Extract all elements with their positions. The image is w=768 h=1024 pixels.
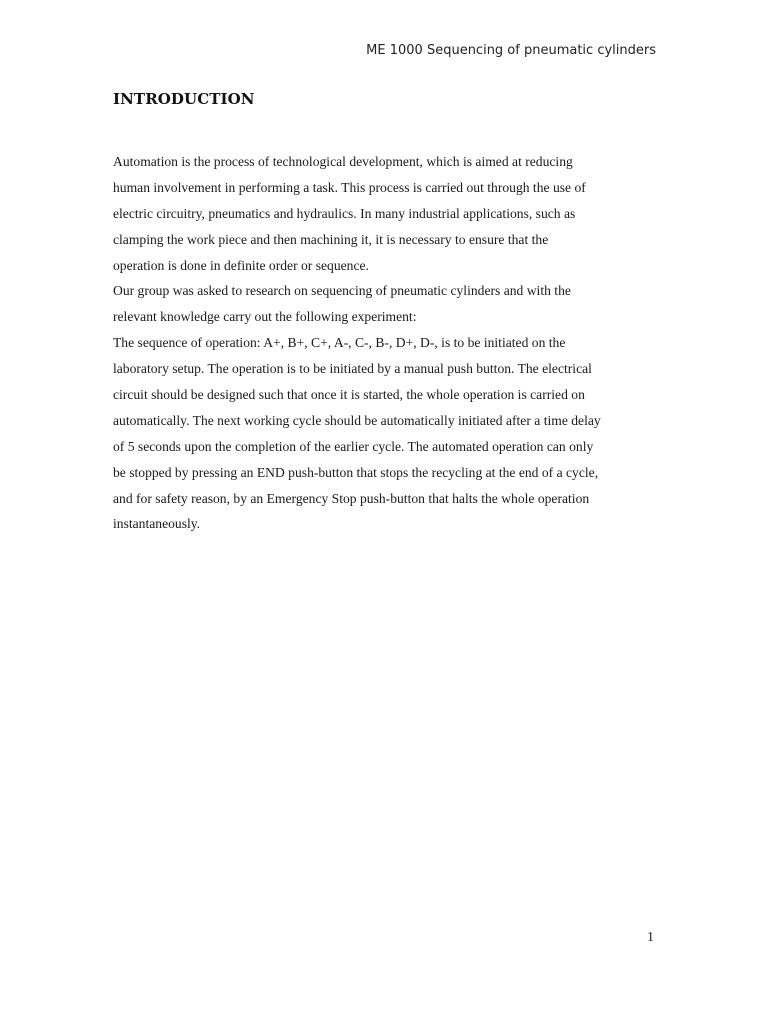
text-line: relevant knowledge carry out the following experiment: bbox=[113, 309, 417, 325]
text-line: operation is done in definite order or sequence. bbox=[113, 257, 369, 273]
text-line: automatically. The next working cycle should be automatically initiated after a time delay bbox=[113, 412, 601, 428]
page-number: 1 bbox=[647, 930, 654, 945]
text-line: be stopped by pressing an END push-button that stops the recycling at the end of a cycle, bbox=[113, 464, 599, 480]
text-line: human involvement in performing a task. This process is carried out through the use of bbox=[113, 179, 586, 195]
text-line: circuit should be designed such that once it is started, the whole operation is carried on bbox=[113, 387, 585, 403]
text-line: electric circuitry, pneumatics and hydraulics. In many industrial applications, such as bbox=[113, 205, 576, 221]
text-line: instantaneously. bbox=[113, 516, 201, 532]
running-header: ME 1000 Sequencing of pneumatic cylinders bbox=[366, 43, 656, 58]
text-line: The sequence of operation: A+, B+, C+, A-, C-, B-, D+, D-, is to be initiated on the bbox=[113, 335, 566, 351]
text-line: laboratory setup. The operation is to be initiated by a manual push button. The electrical bbox=[113, 361, 592, 377]
text-line: and for safety reason, by an Emergency Stop push-button that halts the whole operation bbox=[113, 490, 590, 506]
text-line: Our group was asked to research on sequencing of pneumatic cylinders and with the bbox=[113, 283, 571, 299]
text-line: clamping the work piece and then machining it, it is necessary to ensure that the bbox=[113, 231, 549, 247]
text-line: of 5 seconds upon the completion of the earlier cycle. The automated operation can only bbox=[113, 438, 594, 454]
body-text bbox=[113, 149, 658, 537]
text-line: Automation is the process of technological development, which is aimed at reducing bbox=[113, 154, 573, 169]
section-heading: INTRODUCTION bbox=[113, 90, 255, 108]
